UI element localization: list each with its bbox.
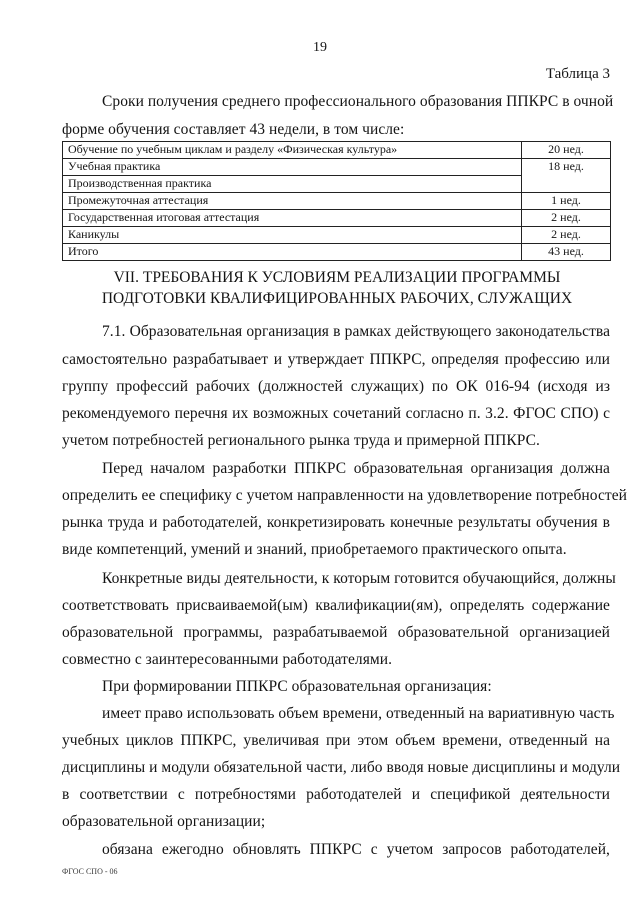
paragraph-line: дисциплины и модули обязательной части, либо вводя новые дисциплины и модули	[62, 759, 621, 776]
paragraph-line: Конкретные виды деятельности, к которым готовится обучающийся, должны	[102, 570, 616, 587]
paragraph-line: совместно с заинтересованными работодателями.	[62, 651, 392, 668]
table-cell-value: 1 нед.	[522, 193, 611, 210]
table-cell-value: 2 нед.	[522, 210, 611, 227]
study-terms-table	[62, 141, 611, 261]
table-cell-value: 2 нед.	[522, 227, 611, 244]
table-cell-value: 18 нед.	[522, 159, 611, 193]
table-cell-label: Учебная практика	[63, 159, 522, 176]
paragraph-line: Перед началом разработки ППКРС образовательная организация должна	[102, 460, 610, 477]
paragraph-line: учебных циклов ППКРС, увеличивая при этом объем времени, отведенный на	[62, 732, 610, 749]
paragraph-line: рынка труда и работодателей, конкретизировать конечные результаты обучения в	[62, 514, 610, 531]
table-row	[63, 244, 611, 261]
table-cell-value: 20 нед.	[522, 142, 611, 159]
table-cell-label: Производственная практика	[63, 176, 522, 193]
table-cell-label: Государственная итоговая аттестация	[63, 210, 522, 227]
table-cell-label: Обучение по учебным циклам и разделу «Физическая культура»	[63, 142, 522, 159]
section-heading-line-2: ПОДГОТОВКИ КВАЛИФИЦИРОВАННЫХ РАБОЧИХ, СЛУЖАЩИХ	[101, 290, 573, 307]
paragraph-line: 7.1. Образовательная организация в рамках действующего законодательства	[102, 323, 610, 340]
paragraph-line: в соответствии с потребностями работодателей и спецификой деятельности	[62, 786, 610, 803]
table-cell-value: 43 нед.	[522, 244, 611, 261]
paragraph-line: учетом потребностей регионального рынка труда и примерной ППКРС.	[62, 432, 540, 449]
table-label: Таблица 3	[545, 66, 610, 82]
table-cell-label: Итого	[63, 244, 522, 261]
paragraph-line: При формировании ППКРС образовательная организация:	[102, 678, 492, 695]
page-number: 19	[313, 40, 327, 55]
footer: ФГОС СПО - 06	[62, 867, 118, 876]
paragraph-line: самостоятельно разрабатывает и утверждает ППКРС, определяя профессию или	[62, 351, 610, 368]
paragraph-line: группу профессий рабочих (должностей служащих) по ОК 016-94 (исходя из	[62, 378, 610, 395]
paragraph-line: имеет право использовать объем времени, отведенный на вариативную часть	[102, 705, 615, 722]
section-heading-line-1: VII. ТРЕБОВАНИЯ К УСЛОВИЯМ РЕАЛИЗАЦИИ ПРОГРАММЫ	[113, 269, 561, 286]
table-row	[63, 142, 611, 159]
table-row	[63, 193, 611, 210]
intro-line-1: Сроки получения среднего профессионального образования ППКРС в очной	[102, 93, 614, 110]
intro-line-2: форме обучения составляет 43 недели, в том числе:	[62, 121, 405, 138]
table-row	[63, 210, 611, 227]
table-cell-label: Промежуточная аттестация	[63, 193, 522, 210]
table-cell-label: Каникулы	[63, 227, 522, 244]
paragraph-line: виде компетенций, умений и знаний, приобретаемого практического опыта.	[62, 541, 567, 558]
paragraph-line: образовательной организации;	[62, 813, 266, 830]
paragraph-line: рекомендуемого перечня их возможных сочетаний согласно п. 3.2. ФГОС СПО) с	[62, 405, 610, 422]
paragraph-line: определить ее специфику с учетом направленности на удовлетворение потребностей	[62, 487, 627, 504]
table-row	[63, 227, 611, 244]
paragraph-line: образовательной программы, разрабатываемой образовательной организацией	[62, 624, 610, 641]
paragraph-line: обязана ежегодно обновлять ППКРС с учетом запросов работодателей,	[102, 841, 610, 858]
paragraph-line: соответствовать присваиваемой(ым) квалификации(ям), определять содержание	[62, 597, 610, 614]
section-heading	[60, 267, 614, 309]
table-row	[63, 159, 611, 176]
